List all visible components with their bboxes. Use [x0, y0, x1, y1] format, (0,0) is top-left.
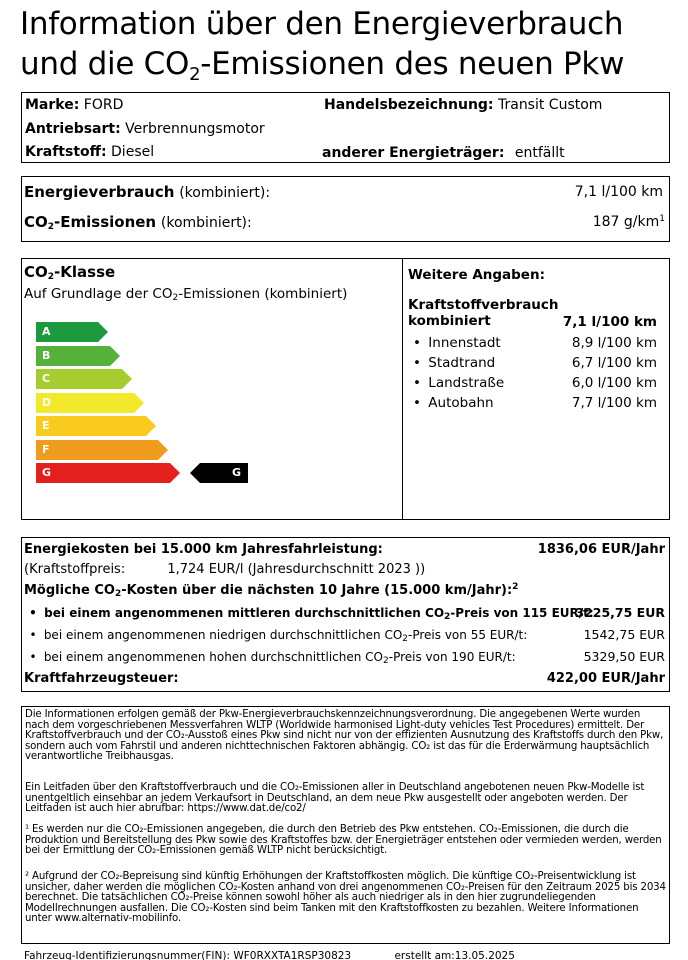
fuel-consumption-combined-value: 7,1 l/100 km — [562, 314, 657, 330]
fin-value: WF0RXXTA1RSP30823 — [233, 950, 352, 960]
energy-cost-value: 1836,06 EUR/Jahr — [537, 542, 665, 557]
fuel-consumption-item-label: • Stadtrand — [413, 355, 496, 371]
date-label: erstellt am: — [394, 950, 455, 960]
co2-class-arrow-f — [36, 440, 168, 460]
fuel-consumption-item-value: 6,0 l/100 km — [571, 375, 657, 391]
co2-class-letter: G — [42, 466, 52, 479]
co2-class-arrow-g — [36, 463, 180, 483]
energy-cost-label: Energiekosten bei 15.000 km Jahresfahrleistung: — [24, 542, 383, 557]
info-paragraph-1: Die Informationen erfolgen gemäß der Pkw-Energieverbrauchskennzeichnungsverordnung. Die angegebenen Werte wurden nach dem vorgeschriebenen Messverfahren WLTP (Worldwide harmonised Light-duty vehicles Test Procedures) ermittelt. Der Kraftstoffverbrauch und der CO₂-Ausstoß eines Pkw sind nicht nur von der effizienten Ausnutzung des Kraftstoffs durch den Pkw, sondern auch vom Fahrstil und anderen nichttechnischen Faktoren abhängig. CO₂ ist das für die Erderwärmung hauptsächlich verantwortliche Treibhausgas. — [25, 709, 664, 763]
kraftstoff-row: Kraftstoff: Diesel — [25, 144, 155, 160]
fuel-price-row: (Kraftstoffpreis: 1,724 EUR/l (Jahresdurchschnitt 2023 )) — [24, 562, 426, 577]
co2-cost-scenario-value: 3225,75 EUR — [575, 605, 665, 620]
fuel-consumption-item-value: 8,9 l/100 km — [571, 335, 657, 351]
co2-class-box — [21, 258, 670, 520]
vehicle-tax-label: Kraftfahrzeugsteuer: — [24, 671, 179, 686]
co2-class-letter: D — [42, 395, 52, 409]
fuel-consumption-item-value: 6,7 l/100 km — [571, 355, 657, 371]
fuel-consumption-label: Kraftstoffverbrauch kombiniert — [408, 297, 559, 329]
vehicle-tax-value: 422,00 EUR/Jahr — [546, 671, 665, 686]
co2-class-letter: B — [42, 348, 51, 362]
co2-cost-scenario-label: • bei einem angenommenen hohen durchschnittlichen $CO_2$-Preis von 190 EUR/t: — [29, 650, 516, 666]
current-class-indicator — [190, 463, 248, 483]
co2-class-arrow-e — [36, 416, 156, 436]
co2-class-letter: C — [42, 372, 51, 385]
co2-cost-scenario-value: 5329,50 EUR — [583, 649, 665, 664]
co2-cost-heading: Mögliche $CO_2$-Kosten über die nächsten 10 Jahre (15.000 km/Jahr):$^2$ — [24, 582, 519, 599]
co2-class-arrow-c — [36, 369, 132, 389]
info-footnote-1: ¹ Es werden nur die CO₂-Emissionen angegeben, die durch den Betrieb des Pkw entstehen. CO₂-Emissionen, die durch die Produktion und Bereitstellung des Pkw sowie des Kraftstoffes bzw. der Energieträger entstehen oder vermieden werden, werden bei der Ermittlung der CO₂-Emissionen gemäß WLTP nicht berücksichtigt. — [25, 824, 662, 857]
energy-consumption-value: 7,1 l/100 km — [574, 184, 663, 200]
energy-consumption-label: Energieverbrauch (kombiniert): — [24, 183, 271, 201]
info-paragraph-2: Ein Leitfaden über den Kraftstoffverbrauch und die CO₂-Emissionen aller in Deutschland angebotenen neuen Pkw-Modelle ist unentgeltlich einsehbar an jedem Verkaufsort in Deutschland, an dem neue Pkw ausgestellt oder angeboten werden. Der Leitfaden ist auch hier abrufbar: https://www.dat.de/co2/ — [25, 782, 645, 815]
co2-class-arrow-b — [36, 346, 120, 366]
footer — [24, 950, 515, 960]
co2-emissions-value: 187 $g/km^1$ — [592, 214, 665, 230]
consumption-box — [21, 176, 670, 242]
co2-emissions-label: $CO_2$-Emissionen (kombiniert): — [24, 213, 252, 232]
costs-box — [21, 537, 670, 692]
co2-class-arrow-a — [36, 322, 108, 342]
info-footnote-2: ² Aufgrund der CO₂-Bepreisung sind künftig Erhöhungen der Kraftstoffkosten möglich. Die künftige CO₂-Preisentwicklung ist unsicher, daher werden die möglichen CO₂-Kosten anhand von drei angenommenen CO₂-Preisen für den Zeitraum 2025 bis 2034 berechnet. Die tatsächlichen CO₂-Preise können sowohl höher als auch niedriger als in den hier zugrundeliegenden Modellrechnungen ausfallen. Die CO₂-Kosten sind beim Tanken mit den Kraftstoffkosten zu bezahlen. Weitere Informationen unter www.alternativ-mobilinfo. — [25, 871, 666, 925]
co2-class-basis: Auf Grundlage der $CO_2$-Emissionen (kombiniert) — [24, 286, 348, 303]
co2-cost-scenario-label: • bei einem angenommenen mittleren durchschnittlichen $CO_2$-Preis von 115 EUR/t: — [29, 606, 594, 622]
co2-cost-scenario-value: 1542,75 EUR — [583, 627, 665, 642]
page-title — [20, 4, 680, 84]
fuel-consumption-item-label: • Landstraße — [413, 375, 505, 391]
anderer-energietraeger-row: anderer Energieträger: entfällt — [322, 145, 565, 161]
fuel-consumption-item-label: • Autobahn — [413, 395, 494, 411]
co2-class-heading: $CO_2$-Klasse — [24, 263, 116, 282]
fuel-consumption-item-label: • Innenstadt — [413, 335, 501, 351]
fuel-consumption-item-value: 7,7 l/100 km — [571, 395, 657, 411]
co2-class-letter: E — [42, 419, 50, 432]
co2-class-letter: A — [42, 325, 51, 338]
legal-info-box — [21, 706, 670, 944]
co2-cost-scenario-label: • bei einem angenommenen niedrigen durchschnittlichen $CO_2$-Preis von 55 EUR/t: — [29, 628, 528, 644]
date-value: 13.05.2025 — [454, 950, 515, 960]
co2-class-arrow-d — [36, 393, 144, 413]
marke-row: Marke: FORD — [25, 97, 124, 113]
title-line-2: und die $CO_2$-Emissionen des neuen Pkw — [20, 46, 625, 85]
further-info-heading: Weitere Angaben: — [408, 267, 545, 283]
divider — [402, 259, 403, 519]
current-class-letter: G — [232, 466, 242, 479]
vehicle-info-box — [21, 92, 670, 163]
handelsbezeichnung-row: Handelsbezeichnung: Transit Custom — [324, 97, 603, 113]
title-line-1: Information über den Energieverbrauch — [20, 6, 624, 42]
fin-label: Fahrzeug-Identifizierungsnummer(FIN): — [24, 950, 231, 960]
antriebsart-row: Antriebsart: Verbrennungsmotor — [25, 121, 265, 137]
co2-class-letter: F — [42, 442, 50, 456]
